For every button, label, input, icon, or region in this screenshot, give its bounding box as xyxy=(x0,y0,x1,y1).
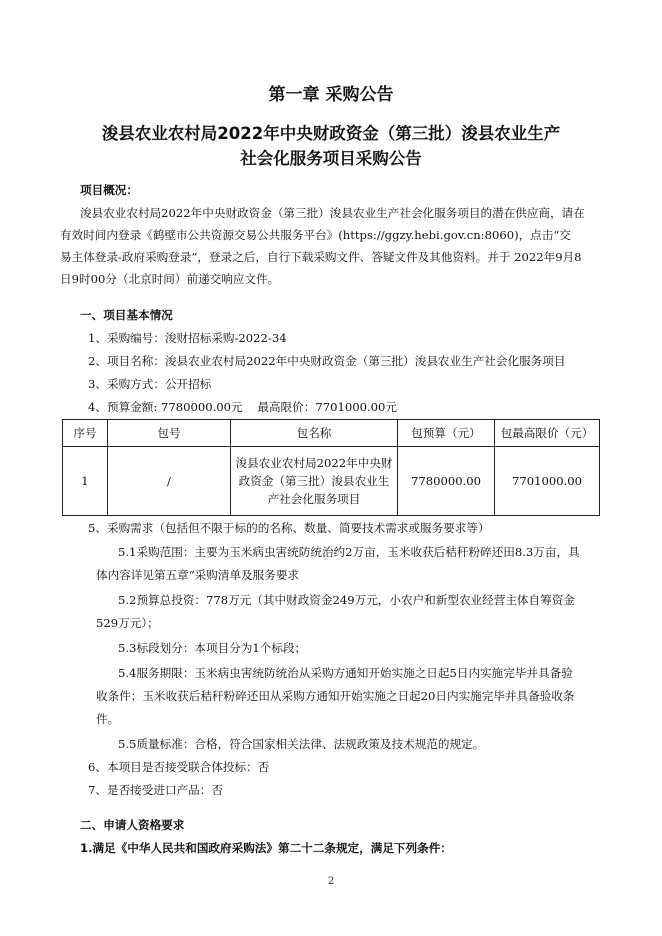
budget-amount: 4、预算金额: 7780000.00元 最高限价：7701000.00元 xyxy=(88,400,397,414)
header-cell: 包名称 xyxy=(231,420,398,447)
overview-line: 日9时00分（北京时间）前递交响应文件。 xyxy=(60,272,280,286)
requirement-line: 5.3标段划分：本项目分为1个标段； xyxy=(118,641,307,655)
requirement-line: 529万元）； xyxy=(96,616,159,630)
package-table xyxy=(62,419,600,516)
requirement-line: 5.1采购范围：主要为玉米病虫害统防统治约2万亩，玉米收获后秸秆粉碎还田8.3万亩，具 xyxy=(118,545,580,559)
page-number: 2 xyxy=(327,876,335,887)
overview-line: 易主体登录-政府采购登录”，登录之后，自行下载采购文件、答疑文件及其他资料。并于 2022年9月8 xyxy=(60,250,582,264)
table-header-row xyxy=(63,420,600,447)
requirement-line: 5.5质量标准：合格，符合国家相关法律、法规政策及技术规范的规定。 xyxy=(118,737,485,751)
package-name-line: 产社会化服务项目 xyxy=(267,492,361,506)
header-cell: 包号 xyxy=(108,420,231,447)
imported-products: 7、是否接受进口产品：否 xyxy=(88,783,223,797)
overview-label: 项目概况： xyxy=(80,183,138,197)
requirement-line: 件。 xyxy=(96,712,120,726)
header-cell: 包预算（元） xyxy=(398,420,495,447)
consortium-bidding: 6、本项目是否接受联合体投标：否 xyxy=(88,760,270,774)
requirement-line: 收条件；玉米收获后秸秆粉碎还田从采购方通知开始实施之日起20日内实施完毕并具备验收条 xyxy=(96,689,575,703)
cell-budget: 7780000.00 xyxy=(398,447,495,516)
qualification-requirement-1: 1.满足《中华人民共和国政府采购法》第二十二条规定，满足下列条件： xyxy=(80,841,452,855)
overview-line: 浚县农业农村局2022年中央财政资金（第三批）浚县农业生产社会化服务项目的潜在供应商，请在 xyxy=(80,206,585,220)
header-cell: 序号 xyxy=(63,420,108,447)
project-name: 2、项目名称：浚县农业农村局2022年中央财政资金（第三批）浚县农业生产社会化服务项目 xyxy=(88,354,566,368)
procurement-number: 1、采购编号：浚财招标采购-2022-34 xyxy=(88,331,287,345)
requirement-line: 体内容详见第五章“采购清单及服务要求 xyxy=(96,568,300,582)
table-row xyxy=(63,447,600,516)
cell-max-price: 7701000.00 xyxy=(495,447,600,516)
announcement-title-line-1: 浚县农业农村局2022年中央财政资金（第三批）浚县农业生产 xyxy=(101,124,561,143)
procurement-method: 3、采购方式：公开招标 xyxy=(88,377,212,391)
announcement-title-line-2: 社会化服务项目采购公告 xyxy=(240,149,422,168)
requirement-line: 5.4服务期限：玉米病虫害统防统治从采购方通知开始实施之日起5日内实施完毕并具备验 xyxy=(118,666,573,680)
cell-package: / xyxy=(108,447,231,516)
section-1-heading: 一、项目基本情况 xyxy=(80,308,173,322)
overview-line: 有效时间内登录《鹤壁市公共资源交易公共服务平台》(https://ggzy.hebi.gov.cn:8060)，点击“交 xyxy=(60,228,571,242)
chapter-heading: 第一章 采购公告 xyxy=(268,85,394,105)
cell-no: 1 xyxy=(63,447,108,516)
cell-package-name xyxy=(231,447,398,516)
requirement-line: 5.2预算总投资：778万元（其中财政资金249万元，小农户和新型农业经营主体自筹资金 xyxy=(118,593,575,607)
requirements-heading: 5、采购需求（包括但不限于标的的名称、数量、简要技术需求或服务要求等） xyxy=(88,521,490,535)
package-name-line: 浚县农业农村局2022年中央财 xyxy=(235,456,393,470)
section-2-heading: 二、申请人资格要求 xyxy=(80,818,185,832)
header-cell: 包最高限价（元） xyxy=(495,420,600,447)
package-name-line: 政资金（第三批）浚县农业生 xyxy=(238,474,390,488)
